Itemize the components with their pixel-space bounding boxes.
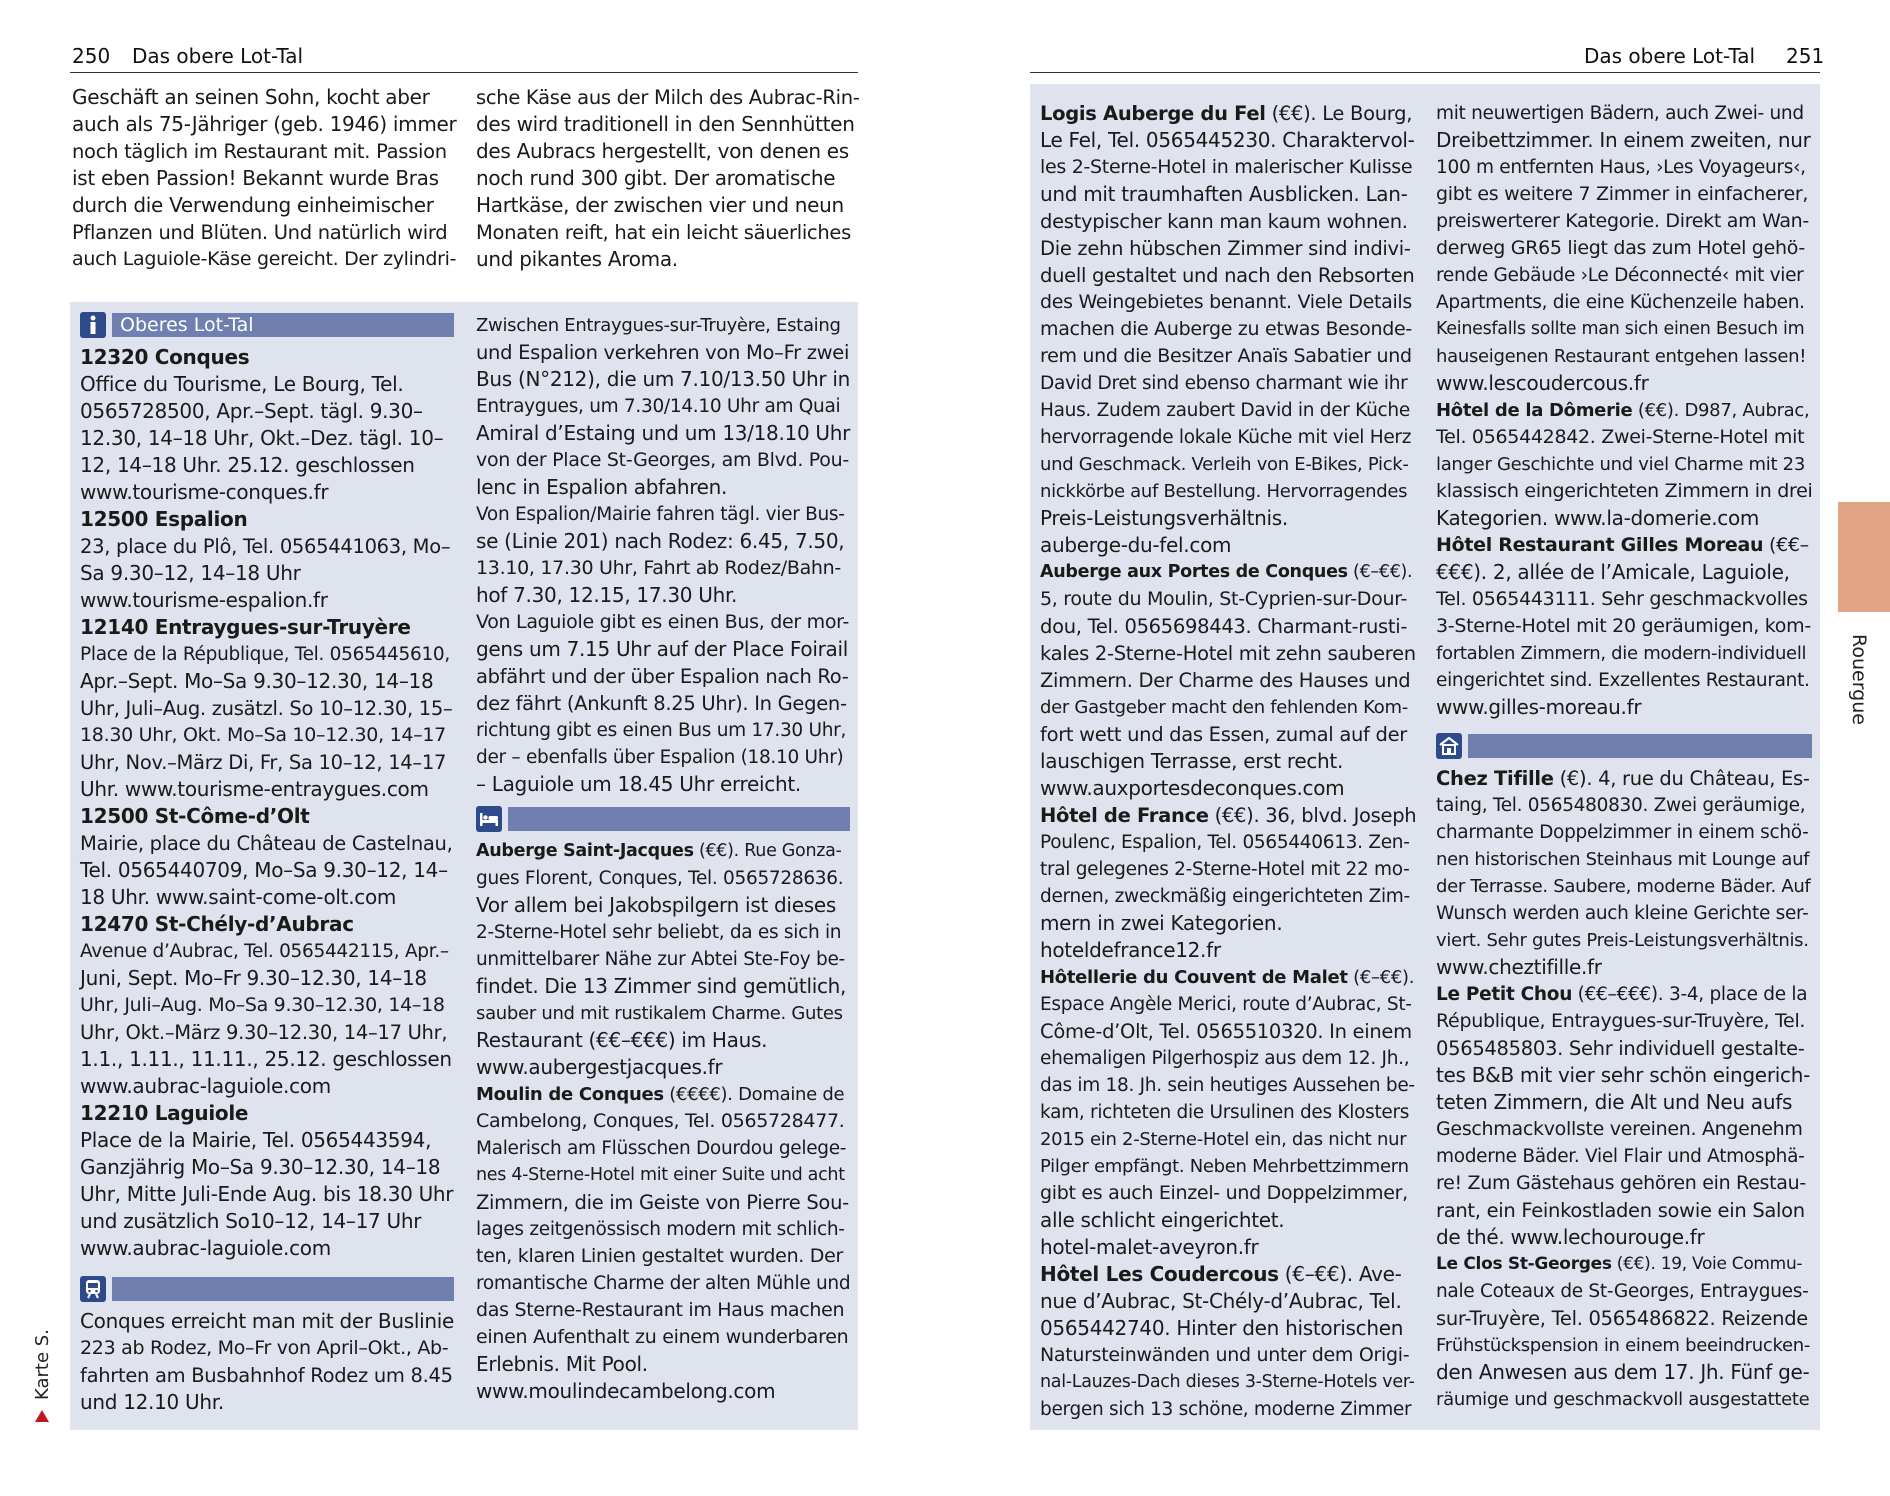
hotel-bar	[508, 807, 850, 831]
text-line: der – ebenfalls über Espalion (18.10 Uhr)	[476, 747, 844, 768]
entry-name: Chez Tifille	[1436, 767, 1554, 790]
text-line: kales 2-Sterne-Hotel mit zehn sauberen	[1040, 642, 1416, 665]
text-line: derweg GR65 liegt das zum Hotel gehö-	[1436, 237, 1805, 259]
text-line: rende Gebäude ›Le Déconnecté‹ mit vier	[1436, 265, 1804, 286]
right-col1	[1040, 100, 1416, 1423]
text-line: Frühstückspension in einem beeindrucken-	[1436, 1335, 1811, 1356]
entry-details: (€€). 36, blvd. Joseph	[1208, 804, 1417, 827]
entry-name: Logis Auberge du Fel	[1040, 102, 1266, 125]
text-line: und Geschmack. Verleih von E-Bikes, Pick-	[1040, 454, 1409, 475]
text-line: 18.30 Uhr, Okt. Mo–Sa 10–12.30, 14–17	[80, 724, 446, 746]
entry-first-line	[476, 1081, 850, 1108]
text-line: findet. Die 13 Zimmer sind gemütlich,	[476, 974, 847, 998]
text-line: www.aubrac-laguiole.com	[80, 1074, 331, 1098]
entry-name: Hôtellerie du Couvent de Malet	[1040, 967, 1348, 988]
bus-hotel-column	[476, 312, 850, 1405]
text-line: duell gestaltet und nach den Rebsorten	[1040, 264, 1415, 287]
text-line: les 2-Sterne-Hotel in malerischer Kulisse	[1040, 156, 1413, 178]
right-running-title: Das obere Lot-Tal	[1584, 44, 1756, 68]
text-line: Apr.–Sept. Mo–Sa 9.30–12.30, 14–18	[80, 669, 434, 693]
text-line: Keinesfalls sollte man sich einen Besuch im	[1436, 319, 1805, 339]
entry-details: (€€–	[1763, 534, 1809, 556]
entry-details: (€). 4, rue du Château, Es-	[1553, 767, 1810, 790]
text-line: alle schlicht eingerichtet.	[1040, 1208, 1285, 1232]
entry-first-line	[1040, 964, 1416, 991]
entry-first-line	[1436, 532, 1812, 559]
text-line: noch täglich im Restaurant mit. Passion	[72, 140, 447, 163]
entry-details: (€–€€).	[1347, 967, 1415, 988]
text-line: ehemaligen Pilgerhospiz aus dem 12. Jh.,	[1040, 1048, 1410, 1069]
text-line: Geschäft an seinen Sohn, kocht aber	[72, 85, 430, 109]
entry-first-line	[1436, 765, 1812, 792]
text-line: den Anwesen aus dem 17. Jh. Fünf ge-	[1436, 1360, 1810, 1384]
office-heading: 12500 Espalion	[80, 507, 248, 531]
text-line: Vor allem bei Jakobspilgern ist dieses	[476, 893, 836, 917]
text-line: Dreibettzimmer. In einem zweiten, nur	[1436, 128, 1811, 152]
text-line: tes B&B mit vier sehr schön eingerich-	[1436, 1063, 1810, 1087]
chapter-label: Rouergue	[1848, 634, 1870, 725]
train-icon	[80, 1276, 106, 1302]
text-line: auberge-du-fel.com	[1040, 533, 1232, 557]
text-line: Uhr, Juli–Aug. zusätzl. So 10–12.30, 15–	[80, 697, 453, 720]
text-line: rem und die Besitzer Anaïs Sabatier und	[1040, 345, 1412, 367]
text-line: www.lescoudercous.fr	[1436, 371, 1649, 395]
text-line: Von Laguiole gibt es einen Bus, der mor-	[476, 611, 850, 633]
text-line: eingerichtet sind. Exzellentes Restaurant.	[1436, 670, 1810, 691]
text-line: Uhr, Juli–Aug. Mo–Sa 9.30–12.30, 14–18	[80, 994, 445, 1016]
text-line: Conques erreicht man mit der Buslinie	[80, 1309, 454, 1333]
chapter-tab	[1838, 502, 1890, 612]
text-line: Mairie, place du Château de Castelnau,	[80, 832, 453, 855]
text-line: Hartkäse, der zwischen vier und neun	[476, 193, 844, 217]
text-line: gues Florent, Conques, Tel. 0565728636.	[476, 868, 844, 889]
text-line: hotel-malet-aveyron.fr	[1040, 1235, 1259, 1259]
text-line: Juni, Sept. Mo–Fr 9.30–12.30, 14–18	[80, 966, 427, 990]
text-line: Place de la Mairie, Tel. 0565443594,	[80, 1128, 432, 1152]
text-line: rant, ein Feinkostladen sowie ein Salon	[1436, 1199, 1805, 1222]
text-line: Poulenc, Espalion, Tel. 0565440613. Zen-	[1040, 832, 1410, 853]
text-line: Ganzjährig Mo–Sa 9.30–12.30, 14–18	[80, 1155, 441, 1179]
text-line: teten Zimmern, die Alt und Neu aufs	[1436, 1090, 1793, 1114]
bed-icon	[476, 806, 502, 832]
left-running-title: Das obere Lot-Tal	[132, 44, 304, 68]
text-line: Restaurant (€€–€€€) im Haus.	[476, 1028, 768, 1052]
text-line: Pflanzen und Blüten. Und natürlich wird	[72, 221, 448, 244]
entry-details: (€–€€). Ave-	[1278, 1262, 1402, 1286]
text-line: re! Zum Gästehaus gehören ein Restau-	[1436, 1172, 1806, 1194]
text-line: de thé. www.lechourouge.fr	[1436, 1225, 1705, 1249]
text-line: lauschigen Terrasse, erst recht.	[1040, 749, 1344, 773]
train-bar	[112, 1277, 454, 1301]
text-line: mit neuwertigen Bädern, auch Zwei- und	[1436, 103, 1804, 124]
entry-name: Auberge Saint-Jacques	[476, 841, 694, 861]
entry-first-line	[1040, 100, 1416, 127]
text-line: 12, 14–18 Uhr. 25.12. geschlossen	[80, 453, 415, 477]
text-line: machen die Auberge zu etwas Besonde-	[1040, 318, 1412, 340]
text-line: Bus (N°212), die um 7.10/13.50 Uhr in	[476, 367, 850, 391]
text-line: fahrten am Busbahnhof Rodez um 8.45	[80, 1364, 453, 1387]
text-line: hof 7.30, 12.15, 17.30 Uhr.	[476, 583, 738, 607]
text-line: Wunsch werden auch kleine Gerichte ser-	[1436, 903, 1809, 924]
entry-first-line	[1040, 1261, 1416, 1288]
text-line: Le Fel, Tel. 0565445230. Charaktervol-	[1040, 128, 1415, 152]
text-line: www.auxportesdeconques.com	[1040, 776, 1345, 800]
text-line: Zwischen Entraygues-sur-Truyère, Estaing	[476, 315, 841, 336]
text-line: nes 4-Sterne-Hotel mit einer Suite und acht	[476, 1165, 845, 1185]
office-heading: 12470 St-Chély-d’Aubrac	[80, 912, 354, 936]
text-line: Natursteinwänden und unter dem Origi-	[1040, 1344, 1410, 1366]
text-line: fort wett und das Essen, zumal auf der	[1040, 723, 1407, 746]
text-line: Uhr, Okt.–März 9.30–12.30, 14–17 Uhr,	[80, 1021, 448, 1044]
text-line: 1.1., 1.11., 11.11., 25.12. geschlossen	[80, 1047, 452, 1071]
text-line: abfährt und der über Espalion nach Ro-	[476, 665, 849, 688]
text-line: und pikantes Aroma.	[476, 247, 678, 271]
text-line: 223 ab Rodez, Mo–Fr von April–Okt., Ab-	[80, 1337, 449, 1359]
text-line: klassisch eingerichteten Zimmern in drei	[1436, 480, 1813, 502]
text-line: Erlebnis. Mit Pool.	[476, 1352, 648, 1376]
text-line: nickkörbe auf Bestellung. Hervorragendes	[1040, 481, 1408, 502]
right-page-number: 251	[1786, 44, 1825, 68]
entry-name: Hôtel de la Dômerie	[1436, 400, 1633, 421]
text-line: tral gelegenes 2-Sterne-Hotel mit 22 mo-	[1040, 859, 1410, 880]
entry-name: Hôtel Les Coudercous	[1040, 1262, 1279, 1286]
text-line: www.aubergestjacques.fr	[476, 1055, 723, 1079]
right-header-rule	[1030, 72, 1820, 73]
entry-name: Le Clos St-Georges	[1436, 1254, 1612, 1274]
text-line: des Weingebietes benannt. Viele Details	[1040, 291, 1413, 313]
text-line: ten, klaren Linien gestaltet wurden. Der	[476, 1245, 844, 1267]
text-line: durch die Verwendung einheimischer	[72, 193, 434, 217]
text-line: 0565728500, Apr.–Sept. tägl. 9.30–	[80, 399, 423, 423]
text-line: fortablen Zimmern, die modern-individuell	[1436, 643, 1807, 664]
text-line: ist eben Passion! Bekannt wurde Bras	[72, 166, 439, 190]
text-line: 5, route du Moulin, St-Cyprien-sur-Dour-	[1040, 588, 1408, 610]
text-line: hauseigenen Restaurant entgehen lassen!	[1436, 346, 1807, 367]
text-line: gens um 7.15 Uhr auf der Place Foirail	[476, 637, 848, 661]
text-line: und mit traumhaften Ausblicken. Lan-	[1040, 182, 1408, 206]
house-icon	[1436, 733, 1462, 759]
text-line: Malerisch am Flüsschen Dourdou gelege-	[476, 1138, 847, 1159]
text-line: Tel. 0565442842. Zwei-Sterne-Hotel mit	[1436, 426, 1805, 448]
text-line: gibt es weitere 7 Zimmer in einfacherer,	[1436, 183, 1809, 205]
text-line: das Sterne-Restaurant im Haus machen	[476, 1299, 845, 1321]
text-line: charmante Doppelzimmer in einem schö-	[1436, 822, 1809, 843]
text-line: und Espalion verkehren von Mo–Fr zwei	[476, 341, 850, 364]
entry-first-line	[1436, 1251, 1812, 1278]
text-line: richtung gibt es einen Bus um 17.30 Uhr,	[476, 720, 847, 741]
text-line: www.tourisme-espalion.fr	[80, 588, 328, 612]
text-line: gibt es auch Einzel- und Doppelzimmer,	[1040, 1182, 1408, 1204]
entry-details: (€€). D987, Aubrac,	[1632, 400, 1810, 421]
text-line: 0565442740. Hinter den historischen	[1040, 1316, 1404, 1340]
map-reference: Karte S.	[32, 1329, 53, 1400]
text-line: viert. Sehr gutes Preis-Leistungsverhältnis.	[1436, 930, 1809, 951]
text-line: Sa 9.30–12, 14–18 Uhr	[80, 561, 301, 585]
guesthouse-bar	[1468, 734, 1812, 758]
entry-details: (€€–€€€). 3-4, place de la	[1572, 984, 1808, 1005]
text-line: sauber und mit rustikalem Charme. Gutes	[476, 1003, 843, 1024]
entry-name: Auberge aux Portes de Conques	[1040, 562, 1348, 582]
text-line: einen Aufenthalt zu einem wunderbaren	[476, 1326, 849, 1348]
text-line: 0565485803. Sehr individuell gestalte-	[1436, 1037, 1805, 1060]
text-line: Kategorien. www.la-domerie.com	[1436, 506, 1760, 530]
entry-name: Moulin de Conques	[476, 1084, 664, 1105]
text-line: Haus. Zudem zaubert David in der Küche	[1040, 400, 1410, 421]
text-line: 100 m entfernten Haus, ›Les Voyageurs‹,	[1436, 157, 1806, 178]
text-line: der Gastgeber macht den fehlenden Kom-	[1040, 697, 1408, 718]
text-line: Espace Angèle Merici, route d’Aubrac, St-	[1040, 994, 1412, 1015]
text-line: www.moulindecambelong.com	[476, 1379, 776, 1403]
text-line: Monaten reift, hat ein leicht säuerliches	[476, 221, 851, 244]
text-line: Place de la République, Tel. 0565445610,	[80, 644, 450, 665]
text-line: Die zehn hübschen Zimmer sind indivi-	[1040, 237, 1411, 260]
text-line: Preis-Leistungsverhältnis.	[1040, 506, 1288, 530]
entry-first-line	[1040, 802, 1416, 829]
text-line: 2-Sterne-Hotel sehr beliebt, da es sich in	[476, 922, 842, 943]
text-line: hervorragende lokale Küche mit viel Herz	[1040, 427, 1412, 448]
text-line: nue d’Aubrac, St-Chély-d’Aubrac, Tel.	[1040, 1289, 1402, 1313]
text-line: Entraygues, um 7.30/14.10 Uhr am Quai	[476, 396, 841, 417]
text-line: Avenue d’Aubrac, Tel. 0565442115, Apr.–	[80, 941, 449, 962]
text-line: lenc in Espalion abfahren.	[476, 475, 728, 499]
text-line: mern in zwei Kategorien.	[1040, 911, 1283, 935]
guesthouse-header	[1436, 733, 1812, 759]
entry-details: (€€). 19, Voie Commu-	[1611, 1254, 1803, 1274]
text-line: Zimmern. Der Charme des Hauses und	[1040, 669, 1411, 692]
text-line: Apartments, die eine Küchenzeile haben.	[1436, 292, 1805, 313]
text-line: von der Place St-Georges, am Blvd. Pou-	[476, 449, 849, 471]
text-line: romantische Charme der alten Mühle und	[476, 1273, 851, 1294]
text-line: lages zeitgenössisch modern mit schlich-	[476, 1219, 845, 1240]
text-line: hoteldefrance12.fr	[1040, 938, 1221, 962]
text-line: Von Espalion/Mairie fahren tägl. vier Bus-	[476, 504, 845, 525]
entry-name: Hôtel Restaurant Gilles Moreau	[1436, 534, 1764, 556]
text-line: €€€). 2, allée de l’Amicale, Laguiole,	[1436, 560, 1790, 584]
text-line: sche Käse aus der Milch des Aubrac-Rin-	[476, 86, 860, 109]
info-icon	[80, 312, 106, 338]
text-line: David Dret sind ebenso charmant wie ihr	[1040, 373, 1408, 394]
text-line: se (Linie 201) nach Rodez: 6.45, 7.50,	[476, 529, 845, 553]
text-line: auch als 75-Jähriger (geb. 1946) immer	[72, 112, 457, 136]
text-line: www.gilles-moreau.fr	[1436, 695, 1642, 719]
text-line: dou, Tel. 0565698443. Charmant-rusti-	[1040, 615, 1408, 638]
text-line: République, Entraygues-sur-Truyère, Tel.	[1436, 1010, 1806, 1032]
text-line: und 12.10 Uhr.	[80, 1390, 224, 1414]
entry-first-line	[476, 838, 850, 865]
text-line: 2015 ein 2-Sterne-Hotel ein, das nicht nur	[1040, 1129, 1407, 1150]
text-line: des wird traditionell in den Sennhütten	[476, 112, 855, 136]
entry-first-line	[1436, 397, 1812, 424]
text-line: sur-Truyère, Tel. 0565486822. Reizende	[1436, 1307, 1809, 1330]
text-line: Cambelong, Conques, Tel. 0565728477.	[476, 1110, 845, 1132]
tourist-info-column	[80, 312, 454, 1416]
text-line: der Terrasse. Saubere, moderne Bäder. Auf	[1436, 876, 1811, 897]
left-header-rule	[70, 72, 858, 73]
entry-details: (€€). Rue Gonza-	[693, 841, 842, 861]
text-line: auch Laguiole-Käse gereicht. Der zylindri-	[72, 248, 457, 270]
text-line: Geschmackvollste vereinen. Angenehm	[1436, 1118, 1803, 1140]
text-line: dez fährt (Ankunft 8.25 Uhr). In Gegen-	[476, 692, 847, 715]
text-line: nen historischen Steinhaus mit Lounge auf	[1436, 849, 1810, 870]
text-line: kam, richteten die Ursulinen des Klosters	[1040, 1102, 1410, 1123]
text-line: nale Coteaux de St-Georges, Entraygues-	[1436, 1281, 1809, 1302]
office-heading: 12210 Laguiole	[80, 1101, 249, 1125]
text-line: unmittelbarer Nähe zur Abtei Ste-Foy be-	[476, 949, 845, 970]
text-line: Amiral d’Estaing und um 13/18.10 Uhr	[476, 421, 851, 445]
text-line: Zimmern, die im Geiste von Pierre Sou-	[476, 1191, 849, 1214]
text-line: www.aubrac-laguiole.com	[80, 1236, 331, 1260]
info-header	[80, 312, 454, 338]
text-line: Côme-d’Olt, Tel. 0565510320. In einem	[1040, 1020, 1412, 1043]
text-line: das im 18. Jh. sein heutiges Aussehen be-	[1040, 1075, 1415, 1096]
text-line: nal-Lauzes-Dach dieses 3-Sterne-Hotels ver-	[1040, 1372, 1415, 1392]
text-line: dernen, zweckmäßig eingerichteten Zim-	[1040, 886, 1410, 907]
entry-first-line	[1040, 559, 1416, 586]
text-line: moderne Bäder. Viel Flair und Atmosphä-	[1436, 1146, 1805, 1167]
info-title: Oberes Lot-Tal	[112, 313, 454, 337]
entry-details: (€–€€).	[1347, 562, 1413, 582]
text-line: preiswerterer Kategorie. Direkt am Wan-	[1436, 210, 1809, 232]
office-heading: 12320 Conques	[80, 345, 250, 369]
text-line: – Laguiole um 18.45 Uhr erreicht.	[476, 772, 801, 796]
text-line: Tel. 0565440709, Mo–Sa 9.30–12, 14–	[80, 858, 448, 882]
text-line: bergen sich 13 schöne, moderne Zimmer	[1040, 1399, 1412, 1420]
text-line: taing, Tel. 0565480830. Zwei geräumige,	[1436, 795, 1806, 816]
hotel-header	[476, 806, 850, 832]
left-intro-col2	[476, 84, 860, 273]
text-line: destypischer kann man kaum wohnen.	[1040, 210, 1408, 233]
office-heading: 12140 Entraygues-sur-Truyère	[80, 615, 411, 639]
text-line: 13.10, 17.30 Uhr, Fahrt ab Rodez/Bahn-	[476, 557, 841, 579]
text-line: räumige und geschmackvoll ausgestattete	[1436, 1389, 1810, 1410]
right-col2	[1436, 100, 1812, 1413]
text-line: Uhr, Nov.–März Di, Fr, Sa 10–12, 14–17	[80, 751, 447, 774]
text-line: 18 Uhr. www.saint-come-olt.com	[80, 885, 397, 909]
entry-details: (€€€€). Domaine de	[663, 1084, 845, 1105]
text-line: und zusätzlich So10–12, 14–17 Uhr	[80, 1209, 422, 1233]
left-page-number: 250	[72, 44, 111, 68]
entry-name: Hôtel de France	[1040, 804, 1209, 827]
text-line: noch rund 300 gibt. Der aromatische	[476, 166, 836, 190]
map-reference-arrow-icon	[35, 1410, 49, 1422]
text-line: 3-Sterne-Hotel mit 20 geräumigen, kom-	[1436, 615, 1811, 637]
left-intro-col1	[72, 84, 456, 273]
text-line: www.cheztifille.fr	[1436, 955, 1602, 979]
text-line: des Aubracs hergestellt, von denen es	[476, 139, 849, 163]
text-line: Uhr. www.tourisme-entraygues.com	[80, 777, 429, 801]
text-line: www.tourisme-conques.fr	[80, 480, 329, 504]
text-line: 12.30, 14–18 Uhr, Okt.–Dez. tägl. 10–	[80, 426, 444, 450]
text-line: Office du Tourisme, Le Bourg, Tel.	[80, 372, 404, 396]
text-line: Pilger empfängt. Neben Mehrbettzimmern	[1040, 1156, 1409, 1177]
entry-details: (€€). Le Bourg,	[1265, 102, 1413, 125]
text-line: Tel. 0565443111. Sehr geschmackvolles	[1436, 588, 1808, 610]
text-line: langer Geschichte und viel Charme mit 23	[1436, 454, 1805, 475]
entry-name: Le Petit Chou	[1436, 984, 1573, 1005]
text-line: Uhr, Mitte Juli-Ende Aug. bis 18.30 Uhr	[80, 1182, 454, 1206]
train-header	[80, 1276, 454, 1302]
office-heading: 12500 St-Côme-d’Olt	[80, 804, 310, 828]
entry-first-line	[1436, 981, 1812, 1008]
text-line: 23, place du Plô, Tel. 0565441063, Mo–	[80, 535, 451, 558]
